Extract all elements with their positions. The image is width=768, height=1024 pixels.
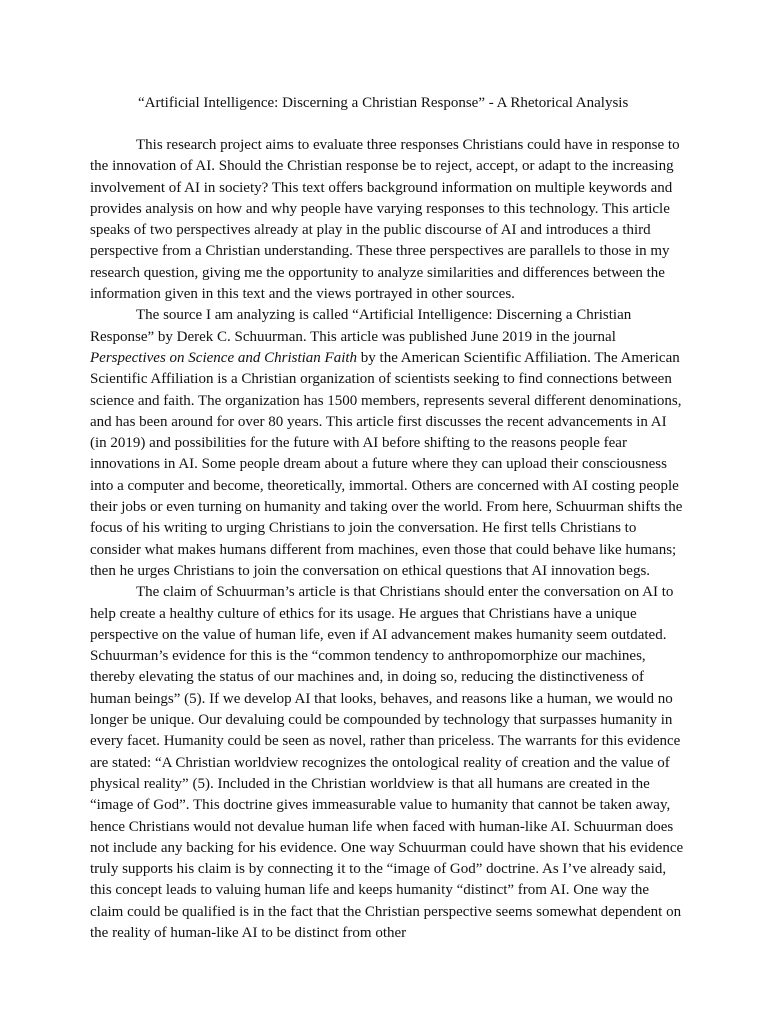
paragraph-source-text-a: The source I am analyzing is called “Artificial Intelligence: Discerning a Christian Response” by Derek C. Schuurman. This article was published June 2019 in the journal — [90, 307, 632, 345]
paragraph-source-text-b: by the American Scientific Affiliation. The American Scientific Affiliation is a Christian organization of scientists seeking to find connections between science and faith. The organization has 1500 members, represents several different denominations, and has been around for over 80 years. This article first discusses the recent advancements in AI (in 2019) and possibilities for the future with AI before shifting to the reasons people fear innovations in AI. Some people dream about a future where they can upload their consciousness into a computer and become, theoretically, immortal. Others are concerned with AI costing people their jobs or even turning on humanity and taking over the world. From here, Schuurman shifts the focus of his writing to urging Christians to join the conversation. He first tells Christians to consider what makes humans different from machines, even those that could behave like humans; then he urges Christians to join the conversation on ethical questions that AI innovation begs. — [90, 349, 683, 579]
journal-title: Perspectives on Science and Christian Faith — [90, 349, 358, 366]
document-title: “Artificial Intelligence: Discerning a Christian Response” - A Rhetorical Analysis — [138, 95, 629, 111]
paragraph-intro: This research project aims to evaluate three responses Christians could have in response to the innovation of AI. Should the Christian response be to reject, accept, or adapt to the increasing involvement of AI in society? This text offers background information on multiple keywords and provides analysis on how and why people have varying responses to this technology. This article speaks of two perspectives already at play in the public discourse of AI and introduces a third perspective from a Christian understanding. These three perspectives are parallels to those in my research question, giving me the opportunity to analyze similarities and differences between the information given in this text and the views portrayed in other sources. — [90, 137, 680, 303]
paragraph-claim: The claim of Schuurman’s article is that Christians should enter the conversation on AI to help create a healthy culture of ethics for its usage. He argues that Christians have a unique perspective on the value of human life, even if AI advancement makes humanity seem outdated. Schuurman’s evidence for this is the “common tendency to anthropomorphize our machines, thereby elevating the status of our machines and, in doing so, reducing the distinctiveness of human beings” (5). If we develop AI that looks, behaves, and reasons like a human, we would no longer be unique. Our devaluing could be compounded by technology that surpasses humanity in every facet. Humanity could be seen as novel, rather than priceless. The warrants for this evidence are stated: “A Christian worldview recognizes the ontological reality of creation and the value of physical reality” (5). Included in the Christian worldview is that all humans are created in the “image of God”. This doctrine gives immeasurable value to humanity that cannot be taken away, hence Christians would not devalue human life when faced with human-like AI. Schuurman does not include any backing for his evidence. One way Schuurman could have shown that his evidence truly supports his claim is by connecting it to the “image of God” doctrine. As I’ve already said, this concept leads to valuing human life and keeps humanity “distinct” from AI. One way the claim could be qualified is in the fact that the Christian perspective seems somewhat dependent on the reality of human-like AI to be distinct from other — [90, 584, 684, 941]
paragraph-source — [90, 305, 684, 582]
document-body — [90, 135, 684, 944]
